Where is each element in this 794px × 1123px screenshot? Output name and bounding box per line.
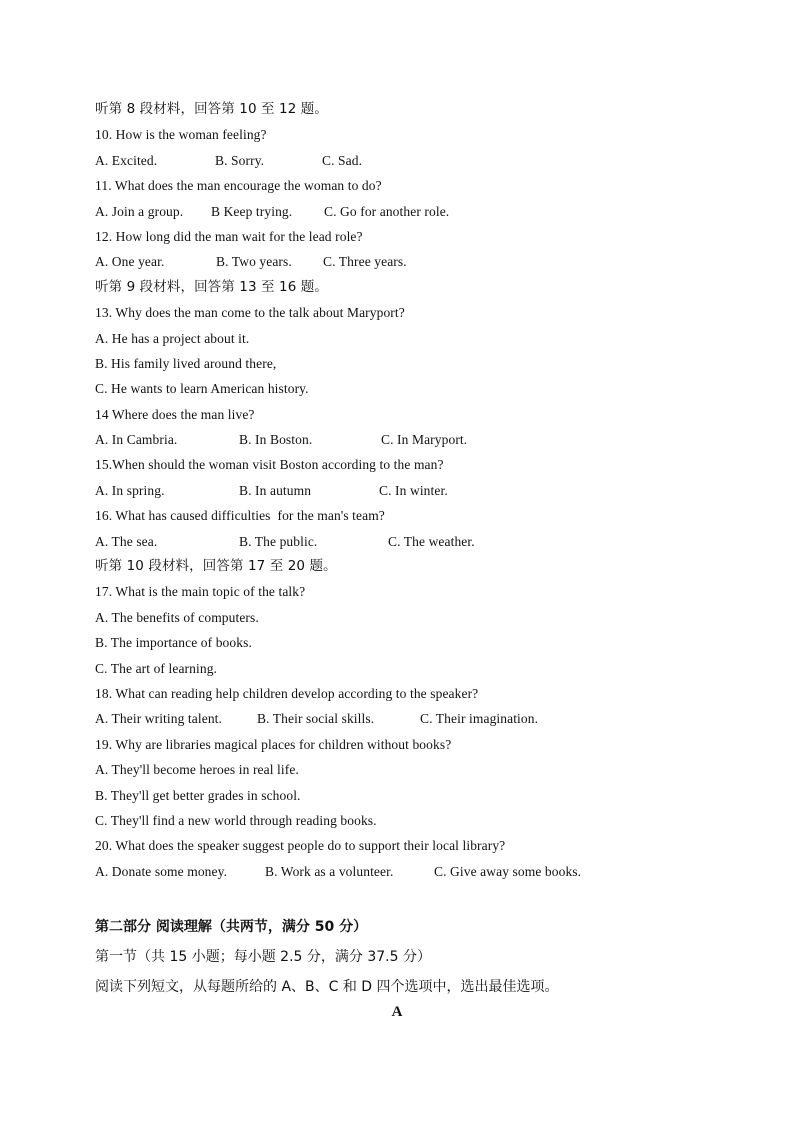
section-10-heading: 听第 10 段材料，回答第 17 至 20 题。 [95, 558, 337, 575]
question-13-option-c: C. He wants to learn American history. [95, 381, 309, 397]
option-c: C. Three years. [323, 254, 407, 270]
question-14: 14 Where does the man live? [95, 406, 255, 422]
option-a: A. Excited. [95, 152, 158, 168]
question-12: 12. How long did the man wait for the lead role? [95, 228, 363, 244]
option-b: B Keep trying. [211, 203, 293, 219]
option-c: C. Their imagination. [420, 711, 539, 727]
question-16: 16. What has caused difficulties for the man's team? [95, 508, 385, 524]
question-18: 18. What can reading help children develop according to the speaker? [95, 685, 479, 701]
question-20-options [95, 859, 735, 884]
option-c: C. In winter. [379, 482, 448, 498]
section-one-title: 第一节（共 15 小题；每小题 2.5 分，满分 37.5 分） [95, 949, 431, 966]
question-18-options [95, 706, 735, 731]
question-10-options [95, 148, 735, 173]
question-13: 13. Why does the man come to the talk about Maryport? [95, 305, 405, 321]
option-b: B. Work as a volunteer. [265, 863, 394, 879]
question-17-option-a: A. The benefits of computers. [95, 609, 259, 625]
option-c: C. In Maryport. [381, 432, 468, 448]
option-a: A. The sea. [95, 533, 158, 549]
option-a: A. Donate some money. [95, 863, 228, 879]
question-16-options [95, 529, 735, 554]
option-b: B. In autumn [239, 482, 312, 498]
part-two-title: 第二部分 阅读理解（共两节，满分 50 分） [95, 919, 368, 936]
question-19-option-b: B. They'll get better grades in school. [95, 787, 301, 803]
exam-page [95, 97, 735, 1002]
question-15-options [95, 478, 735, 503]
question-20: 20. What does the speaker suggest people do to support their local library? [95, 838, 506, 854]
option-a: A. In Cambria. [95, 432, 178, 448]
question-19: 19. Why are libraries magical places for children without books? [95, 736, 452, 752]
question-19-option-a: A. They'll become heroes in real life. [95, 762, 299, 778]
question-11: 11. What does the man encourage the woman to do? [95, 178, 382, 194]
option-c: C. Go for another role. [324, 203, 450, 219]
question-19-option-c: C. They'll find a new world through reading books. [95, 812, 377, 828]
option-c: C. Sad. [322, 152, 363, 168]
option-b: B. Their social skills. [257, 711, 375, 727]
question-13-option-a: A. He has a project about it. [95, 330, 250, 346]
option-a: A. Join a group. [95, 203, 184, 219]
question-17: 17. What is the main topic of the talk? [95, 584, 306, 600]
section-9-heading: 听第 9 段材料，回答第 13 至 16 题。 [95, 278, 328, 295]
option-c: C. The weather. [388, 533, 475, 549]
option-a: A. In spring. [95, 482, 165, 498]
option-c: C. Give away some books. [434, 863, 582, 879]
question-13-option-b: B. His family lived around there, [95, 355, 277, 371]
question-14-options [95, 427, 735, 452]
question-17-option-c: C. The art of learning. [95, 660, 218, 676]
question-17-option-b: B. The importance of books. [95, 635, 252, 651]
option-b: B. The public. [239, 533, 318, 549]
option-b: B. Sorry. [215, 152, 265, 168]
option-b: B. Two years. [216, 254, 292, 270]
question-10: 10. How is the woman feeling? [95, 127, 267, 143]
question-12-options [95, 249, 735, 274]
question-11-options [95, 199, 735, 224]
option-a: A. One year. [95, 254, 165, 270]
question-15: 15.When should the woman visit Boston according to the man? [95, 457, 444, 473]
reading-instruction: 阅读下列短文，从每题所给的 A、B、C 和 D 四个选项中，选出最佳选项。 [95, 979, 559, 996]
option-a: A. Their writing talent. [95, 711, 222, 727]
option-b: B. In Boston. [239, 432, 313, 448]
spacer [95, 884, 735, 912]
section-8-heading: 听第 8 段材料，回答第 10 至 12 题。 [95, 101, 328, 117]
passage-label: A [391, 1004, 403, 1020]
